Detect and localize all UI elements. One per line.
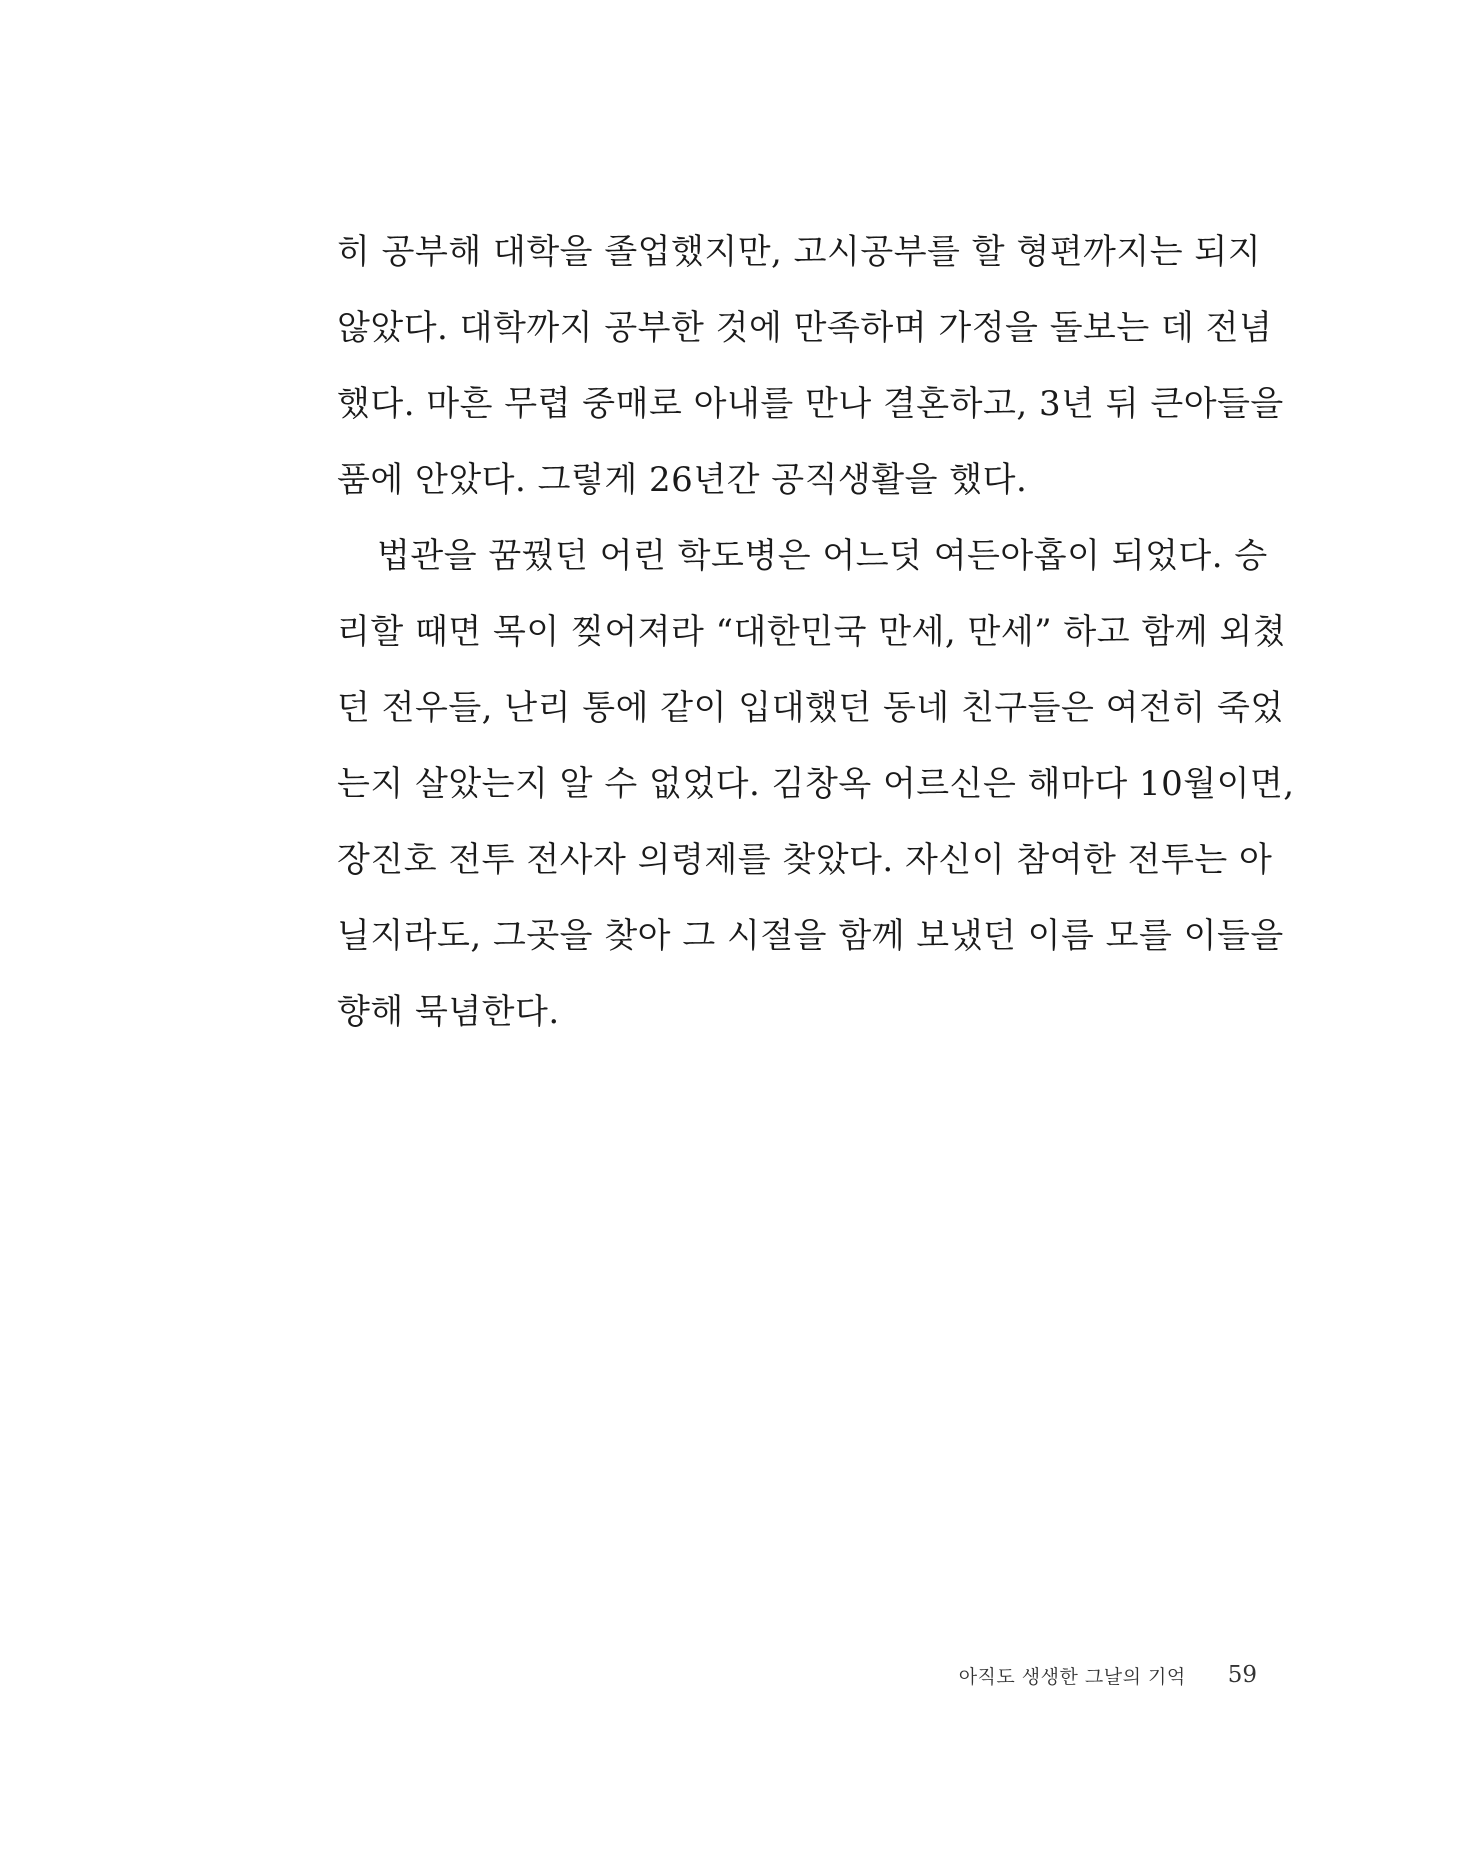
text-line: 했다. 마흔 무렵 중매로 아내를 만나 결혼하고, 3년 뒤 큰아들을 xyxy=(337,384,1284,424)
text-line: 리할 때면 목이 찢어져라 “대한민국 만세, 만세” 하고 함께 외쳤 xyxy=(337,612,1287,652)
page-footer xyxy=(0,1655,1257,1695)
page-number: 59 xyxy=(1227,1662,1257,1688)
body-text xyxy=(337,214,1295,1050)
text-line: 닐지라도, 그곳을 찾아 그 시절을 함께 보냈던 이름 모를 이들을 xyxy=(337,916,1284,956)
text-line: 법관을 꿈꿨던 어린 학도병은 어느덧 여든아홉이 되었다. 승 xyxy=(377,536,1268,576)
text-line: 히 공부해 대학을 졸업했지만, 고시공부를 할 형편까지는 되지 xyxy=(337,232,1262,272)
running-head: 아직도 생생한 그날의 기억 xyxy=(958,1665,1186,1688)
text-line: 던 전우들, 난리 통에 같이 입대했던 동네 친구들은 여전히 죽었 xyxy=(337,688,1284,728)
text-line: 장진호 전투 전사자 의령제를 찾았다. 자신이 참여한 전투는 아 xyxy=(337,840,1273,880)
text-line: 향해 묵념한다. xyxy=(337,992,560,1032)
paragraph-2 xyxy=(337,518,1295,1050)
text-line: 않았다. 대학까지 공부한 것에 만족하며 가정을 돌보는 데 전념 xyxy=(337,308,1273,348)
paragraph-1 xyxy=(337,214,1284,518)
text-line: 는지 살았는지 알 수 없었다. 김창옥 어르신은 해마다 10월이면, xyxy=(337,764,1295,804)
text-line: 품에 안았다. 그렇게 26년간 공직생활을 했다. xyxy=(337,460,1028,500)
